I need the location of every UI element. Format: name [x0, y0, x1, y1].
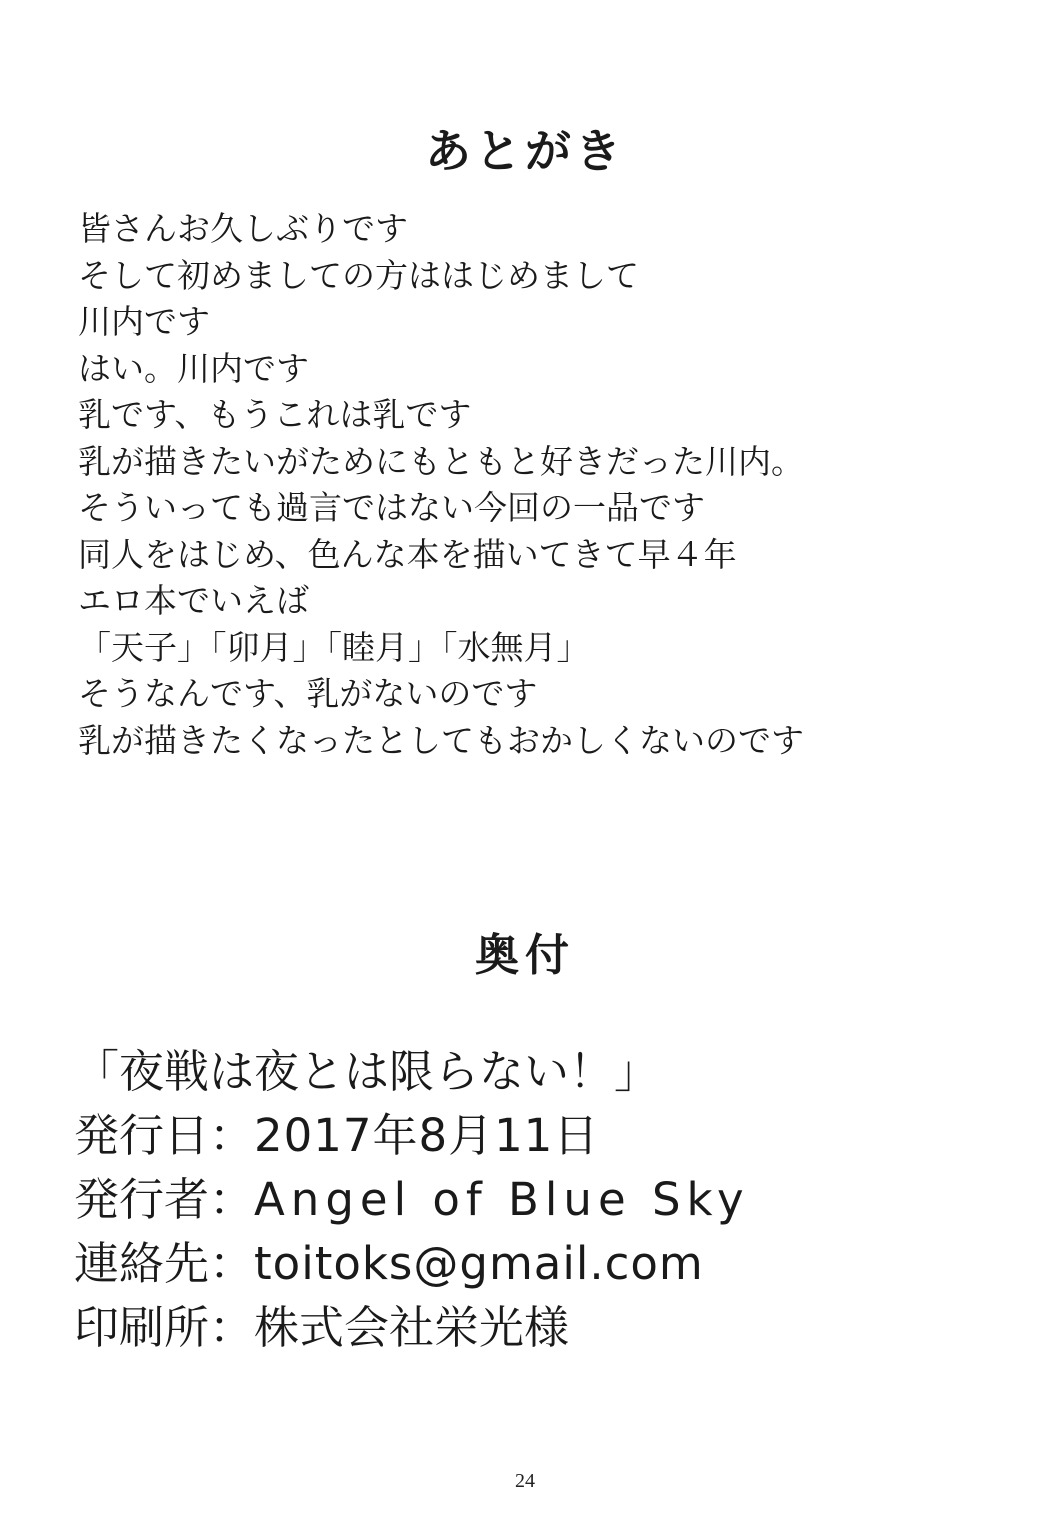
- colophon-label: 連絡先：: [74, 1237, 255, 1290]
- afterword-line: そうなんです、乳がないのです: [78, 674, 538, 713]
- afterword-line: 乳が描きたいがためにもともと好きだった川内。: [78, 441, 804, 481]
- colophon-value: Angel of Blue Sky: [254, 1173, 750, 1226]
- afterword-line: 皆さんお久しぶりです: [78, 209, 408, 248]
- colophon-row-publisher: [74, 1168, 1014, 1232]
- page-number: 24: [515, 1470, 535, 1492]
- colophon-label: 印刷所：: [74, 1301, 255, 1354]
- colophon-heading: 奥付: [475, 930, 575, 981]
- afterword-line: 乳です、もうこれは乳です: [78, 395, 472, 434]
- afterword-body: [78, 206, 998, 764]
- colophon-body: [74, 1040, 1014, 1360]
- colophon-title: 「夜戦は夜とは限らない！」: [74, 1045, 660, 1098]
- afterword-line: 同人をはじめ、色んな本を描いてきて早４年: [78, 534, 737, 574]
- colophon-value: 株式会社栄光様: [254, 1301, 570, 1354]
- colophon-label: 発行者：: [74, 1173, 255, 1226]
- afterword-line: 「天子」「卯月」「睦月」「水無月」: [78, 627, 590, 667]
- afterword-heading: あとがき: [425, 124, 625, 178]
- afterword-line: そういっても過言ではない今回の一品です: [78, 488, 705, 527]
- colophon-value: toitoks@gmail.com: [254, 1237, 704, 1290]
- afterword-line: 川内です: [78, 302, 210, 341]
- colophon-row-contact: [74, 1232, 1014, 1296]
- afterword-line: 乳が描きたくなったとしてもおかしくないのです: [78, 720, 804, 760]
- colophon-row-publish-date: [74, 1104, 1014, 1168]
- afterword-line: はい。川内です: [78, 348, 309, 388]
- colophon-label: 発行日：: [74, 1109, 255, 1162]
- colophon-value: 2017年8月11日: [254, 1109, 600, 1162]
- colophon-row-printer: [74, 1296, 1014, 1360]
- afterword-line: エロ本でいえば: [78, 581, 309, 620]
- afterword-line: そして初めましての方ははじめまして: [78, 255, 639, 295]
